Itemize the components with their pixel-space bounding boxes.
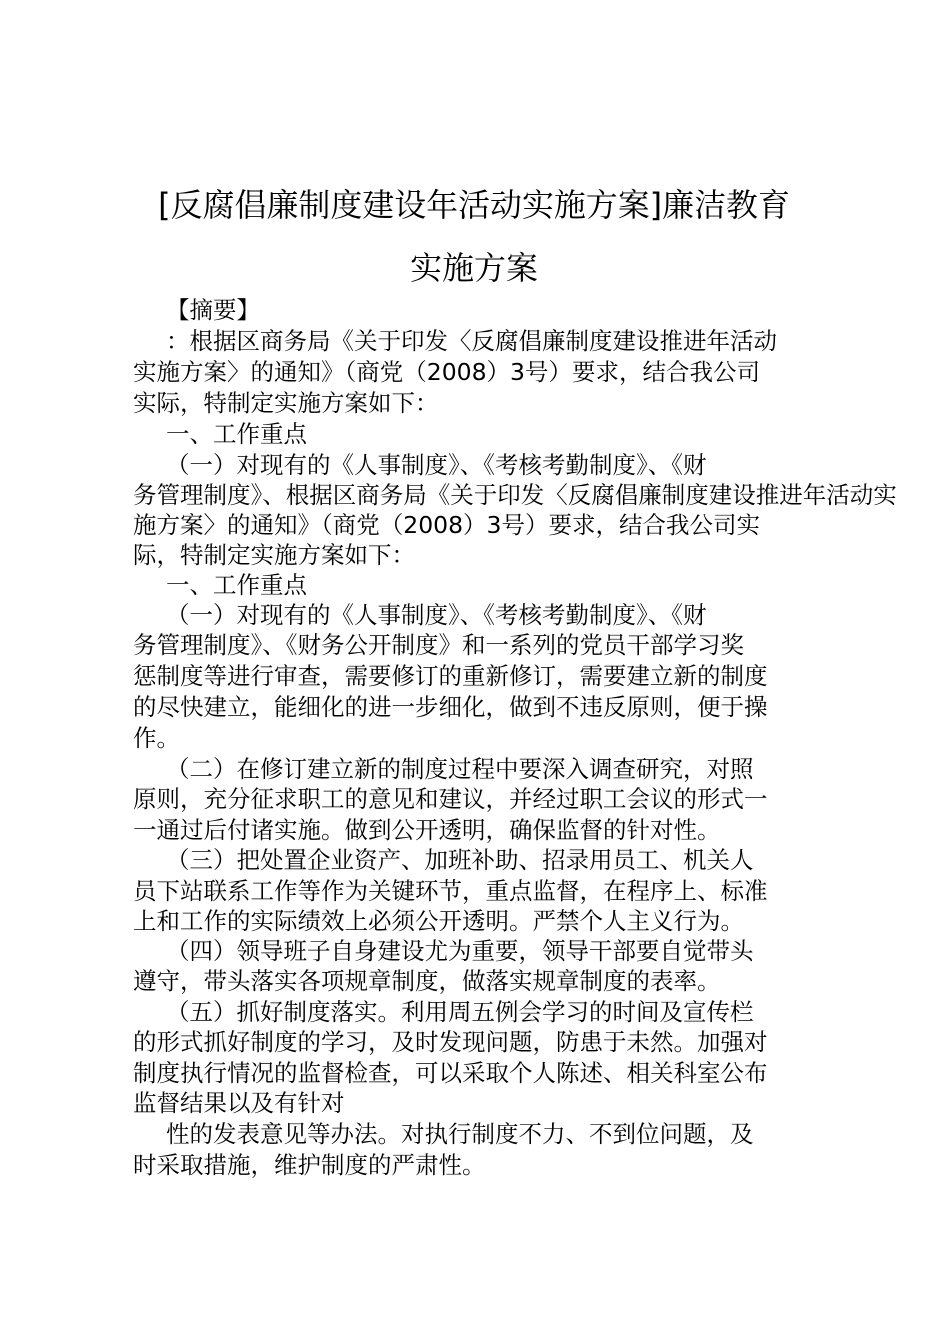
- paragraph-line: （三）把处置企业资产、加班补助、招录用员工、机关人: [166, 846, 754, 874]
- paragraph-line: 上和工作的实际绩效上必须公开透明。严禁个人主义行为。: [133, 907, 744, 935]
- paragraph-line: 际，特制定实施方案如下：: [133, 541, 415, 569]
- paragraph-line: 一通过后付诸实施。做到公开透明，确保监督的针对性。: [133, 816, 721, 844]
- paragraph-line: （四）领导班子自身建设尤为重要，领导干部要自觉带头: [166, 937, 754, 965]
- paragraph-line: 的形式抓好制度的学习，及时发现问题，防患于未然。加强对: [133, 1028, 768, 1056]
- paragraph-line: 性的发表意见等办法。对执行制度不力、不到位问题，及: [166, 1120, 754, 1148]
- paragraph-line: 的尽快建立，能细化的进一步细化，做到不违反原则，便于操: [133, 693, 768, 721]
- paragraph-line: 实际，特制定实施方案如下：: [133, 389, 439, 417]
- paragraph-line: 遵守，带头落实各项规章制度，做落实规章制度的表率。: [133, 967, 721, 995]
- summary-heading: 【摘要】: [166, 296, 260, 324]
- paragraph-line: 施方案〉的通知》（商党（2008）3号）要求，结合我公司实: [133, 511, 761, 539]
- section-heading: 一、工作重点: [166, 571, 307, 599]
- paragraph-line: （一）对现有的《人事制度》、《考核考勤制度》、《财: [166, 601, 707, 629]
- paragraph-line: 务管理制度》、根据区商务局《关于印发〈反腐倡廉制度建设推进年活动实: [133, 481, 897, 509]
- paragraph-line: 监督结果以及有针对: [133, 1089, 345, 1117]
- paragraph-line: 员下站联系工作等作为关键环节，重点监督，在程序上、标准: [133, 877, 768, 905]
- paragraph-line: （一）对现有的《人事制度》、《考核考勤制度》、《财: [166, 451, 707, 479]
- paragraph-line: 原则，充分征求职工的意见和建议，并经过职工会议的形式一: [133, 785, 768, 813]
- paragraph-line: 惩制度等进行审查，需要修订的重新修订，需要建立新的制度: [133, 662, 768, 690]
- paragraph-line: 制度执行情况的监督检查，可以采取个人陈述、相关科室公布: [133, 1059, 768, 1087]
- paragraph-line: （二）在修订建立新的制度过程中要深入调查研究，对照: [166, 755, 754, 783]
- section-heading: 一、工作重点: [166, 420, 307, 448]
- paragraph-line: 实施方案〉的通知》（商党（2008）3号）要求，结合我公司: [133, 358, 761, 386]
- paragraph-line: （五）抓好制度落实。利用周五例会学习的时间及宣传栏: [166, 998, 754, 1026]
- paragraph-line: 务管理制度》、《财务公开制度》和一系列的党员干部学习奖: [133, 631, 744, 659]
- paragraph-line: 时采取措施，维护制度的严肃性。: [133, 1151, 486, 1179]
- paragraph-line: 作。: [133, 724, 180, 752]
- document-title-line-2: 实施方案: [410, 249, 538, 287]
- paragraph-line: ：根据区商务局《关于印发〈反腐倡廉制度建设推进年活动: [166, 327, 777, 355]
- document-title-line-1: [反腐倡廉制度建设年活动实施方案]廉洁教育: [158, 186, 790, 224]
